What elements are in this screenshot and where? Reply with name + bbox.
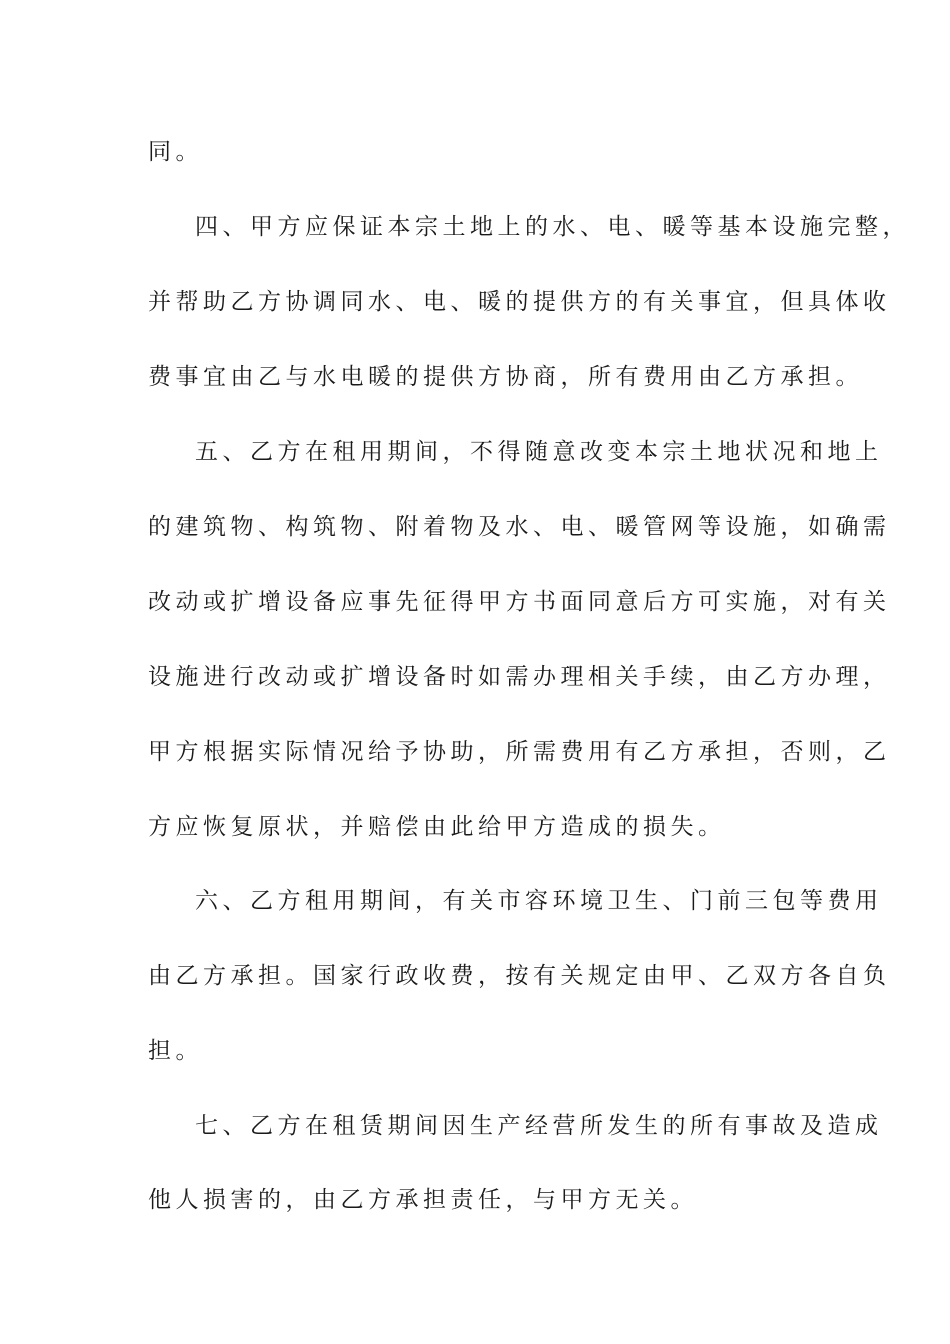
paragraph-5-line-3: 改动或扩增设备应事先征得甲方书面同意后方可实施，对有关 <box>148 589 891 615</box>
paragraph-6-line-2: 由乙方承担。国家行政收费，按有关规定由甲、乙双方各自负 <box>148 963 891 989</box>
paragraph-3-end: 同。 <box>148 139 203 165</box>
paragraph-5-line-6: 方应恢复原状，并赔偿由此给甲方造成的损失。 <box>148 814 726 840</box>
paragraph-4-line-3: 费事宜由乙与水电暖的提供方协商，所有费用由乙方承担。 <box>148 364 863 390</box>
paragraph-6-line-3: 担。 <box>148 1038 203 1064</box>
paragraph-5-line-4: 设施进行改动或扩增设备时如需办理相关手续，由乙方办理， <box>148 664 891 690</box>
paragraph-6-line-1: 六、乙方租用期间，有关市容环境卫生、门前三包等费用 <box>195 888 883 914</box>
paragraph-7-line-2: 他人损害的，由乙方承担责任，与甲方无关。 <box>148 1187 698 1213</box>
paragraph-4-line-1: 四、甲方应保证本宗土地上的水、电、暖等基本设施完整， <box>195 214 910 240</box>
paragraph-5-line-2: 的建筑物、构筑物、附着物及水、电、暖管网等设施，如确需 <box>148 514 891 540</box>
paragraph-4-line-2: 并帮助乙方协调同水、电、暖的提供方的有关事宜，但具体收 <box>148 289 891 315</box>
paragraph-5-line-1: 五、乙方在租用期间，不得随意改变本宗土地状况和地上 <box>195 439 883 465</box>
paragraph-7-line-1: 七、乙方在租赁期间因生产经营所发生的所有事故及造成 <box>195 1113 883 1139</box>
paragraph-5-line-5: 甲方根据实际情况给予协助，所需费用有乙方承担，否则，乙 <box>148 739 891 765</box>
